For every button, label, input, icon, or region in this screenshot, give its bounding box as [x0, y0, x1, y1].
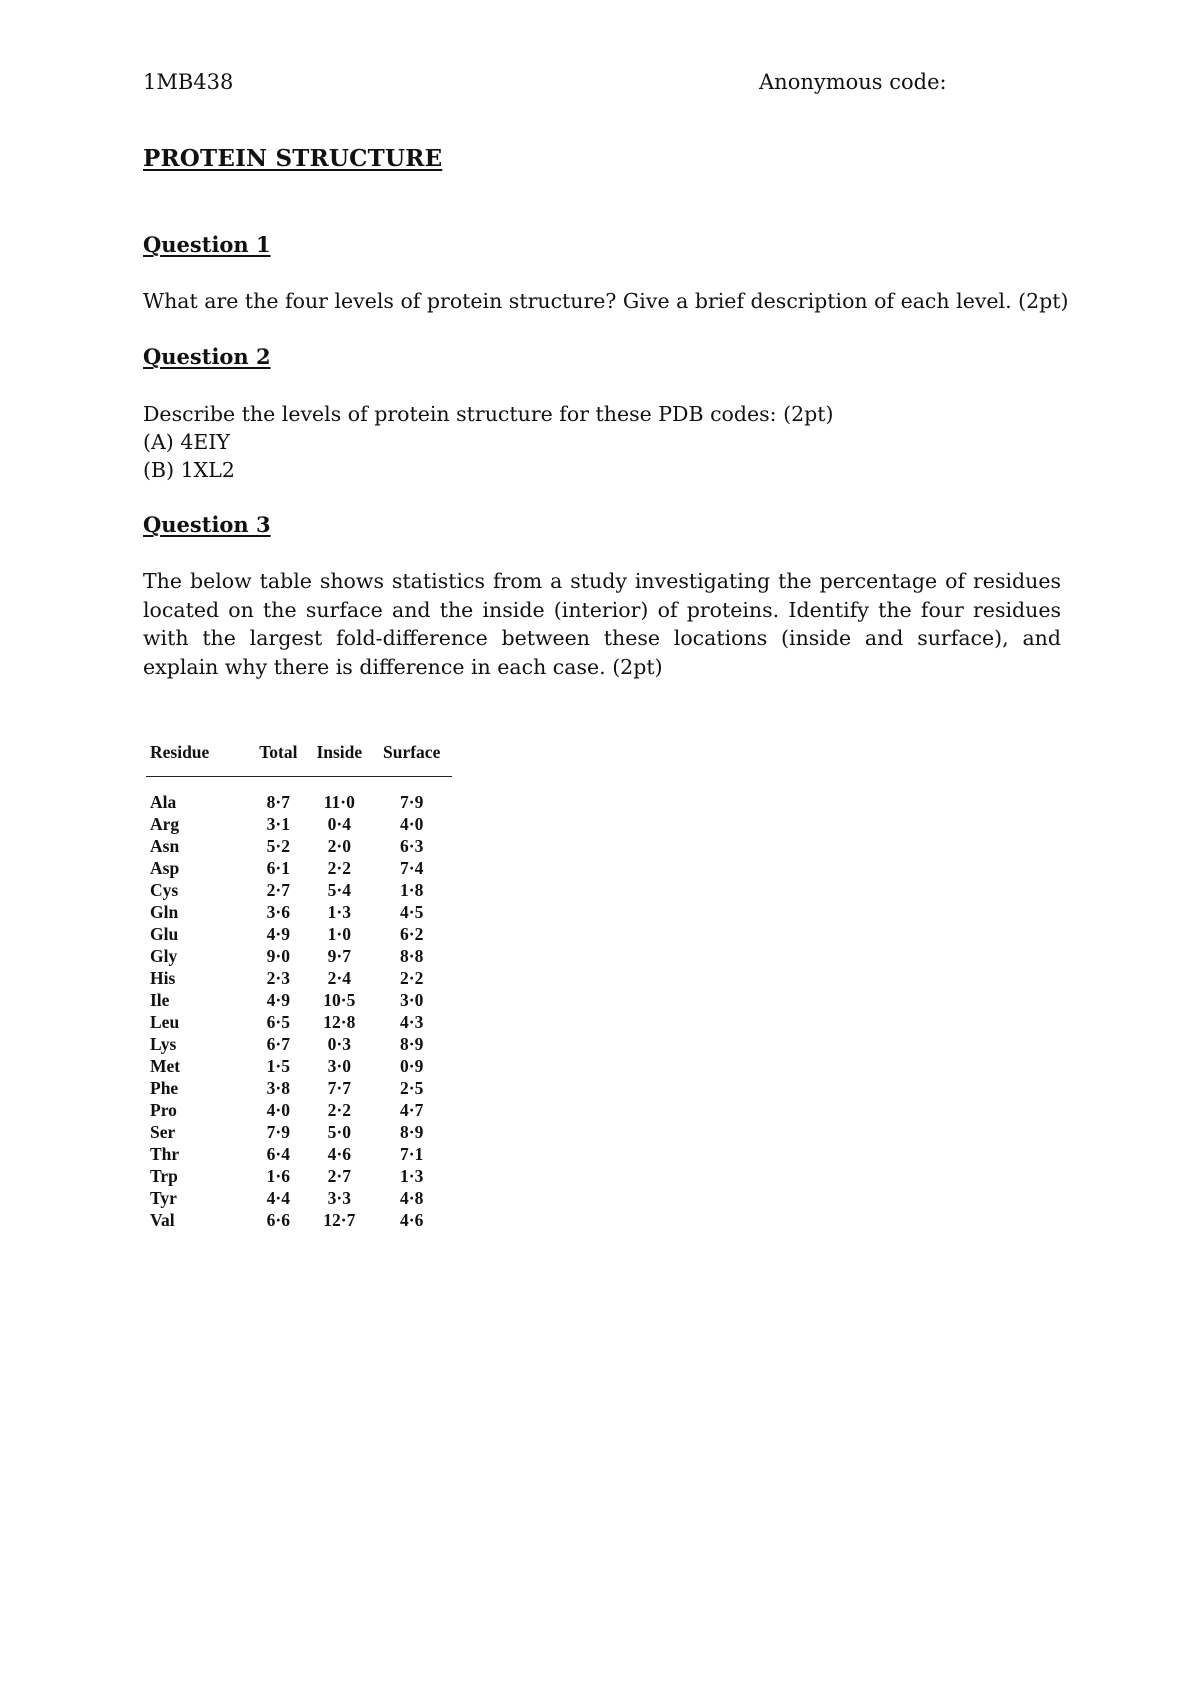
inside-value: 4·6 — [327, 1144, 351, 1164]
table-row — [146, 835, 452, 857]
page-title: PROTEIN STRUCTURE — [143, 145, 443, 172]
table-row — [146, 777, 452, 814]
surface-value: 6·2 — [400, 924, 424, 944]
residue-name: Tyr — [150, 1188, 177, 1208]
table-row — [146, 989, 452, 1011]
surface-value: 2·2 — [400, 968, 424, 988]
table-row — [146, 923, 452, 945]
inside-value: 1·0 — [327, 924, 351, 944]
surface-value: 6·3 — [400, 836, 424, 856]
surface-value: 7·1 — [400, 1144, 424, 1164]
total-value: 4·0 — [266, 1100, 290, 1120]
inside-value: 2·4 — [327, 968, 351, 988]
total-value: 4·9 — [266, 990, 290, 1010]
residue-statistics-table — [146, 740, 452, 1231]
residue-name: Met — [150, 1056, 181, 1076]
question-3-heading: Question 3 — [143, 512, 271, 537]
table-row — [146, 1187, 452, 1209]
total-value: 4·4 — [266, 1188, 290, 1208]
total-value: 6·7 — [266, 1034, 290, 1054]
total-value: 9·0 — [266, 946, 290, 966]
table-row — [146, 1209, 452, 1231]
total-value: 3·8 — [266, 1078, 290, 1098]
question-2-heading: Question 2 — [143, 344, 271, 369]
inside-value: 0·3 — [327, 1034, 351, 1054]
inside-value: 0·4 — [327, 814, 351, 834]
residue-name: Ser — [150, 1122, 176, 1142]
inside-value: 1·3 — [327, 902, 351, 922]
table-row — [146, 1099, 452, 1121]
inside-value: 2·7 — [327, 1166, 351, 1186]
surface-value: 8·9 — [400, 1034, 424, 1054]
table-row — [146, 945, 452, 967]
surface-value: 0·9 — [400, 1056, 424, 1076]
total-value: 5·2 — [266, 836, 290, 856]
course-code: 1MB438 — [143, 70, 234, 94]
total-value: 6·5 — [266, 1012, 290, 1032]
total-value: 4·9 — [266, 924, 290, 944]
pdb-code-a: (A) 4EIY — [143, 430, 230, 454]
residue-name: Lys — [150, 1034, 177, 1054]
question-3-text: The below table shows statistics from a study investigating the percentage of residues located on the surface and the inside (interior) of proteins. Identify the four residues with the largest fold-difference between these locations (inside and surface), and explain why there is difference in each case. (2pt) — [143, 569, 1061, 679]
table-row — [146, 1143, 452, 1165]
column-header-inside: Inside — [307, 740, 371, 777]
question-2-body — [143, 400, 833, 484]
table-row — [146, 879, 452, 901]
table-row — [146, 813, 452, 835]
residue-name: Glu — [150, 924, 179, 944]
surface-value: 4·0 — [400, 814, 424, 834]
surface-value: 4·5 — [400, 902, 424, 922]
total-value: 2·3 — [266, 968, 290, 988]
table-header-row — [146, 740, 452, 777]
residue-name: Pro — [150, 1100, 177, 1120]
total-value: 6·4 — [266, 1144, 290, 1164]
residue-name: Gln — [150, 902, 179, 922]
surface-value: 1·8 — [400, 880, 424, 900]
surface-value: 1·3 — [400, 1166, 424, 1186]
residue-name: Trp — [150, 1166, 178, 1186]
residue-name: Leu — [150, 1012, 180, 1032]
table-row — [146, 1121, 452, 1143]
inside-value: 9·7 — [327, 946, 351, 966]
inside-value: 7·7 — [327, 1078, 351, 1098]
surface-value: 8·8 — [400, 946, 424, 966]
inside-value: 3·3 — [327, 1188, 351, 1208]
table-row — [146, 1011, 452, 1033]
residue-name: Cys — [150, 880, 179, 900]
column-header-residue: Residue — [146, 740, 249, 777]
residue-name: Thr — [150, 1144, 180, 1164]
inside-value: 5·4 — [327, 880, 351, 900]
total-value: 3·6 — [266, 902, 290, 922]
surface-value: 7·9 — [400, 792, 424, 812]
total-value: 6·6 — [266, 1210, 290, 1230]
inside-value: 2·0 — [327, 836, 351, 856]
surface-value: 4·6 — [400, 1210, 424, 1230]
inside-value: 5·0 — [327, 1122, 351, 1142]
question-1-text: What are the four levels of protein structure? Give a brief description of each level. (2pt) — [143, 289, 1069, 313]
surface-value: 7·4 — [400, 858, 424, 878]
surface-value: 8·9 — [400, 1122, 424, 1142]
total-value: 3·1 — [266, 814, 290, 834]
residue-name: Ile — [150, 990, 170, 1010]
inside-value: 10·5 — [323, 990, 356, 1010]
table-row — [146, 1077, 452, 1099]
residue-name: His — [150, 968, 176, 988]
surface-value: 4·7 — [400, 1100, 424, 1120]
total-value: 7·9 — [266, 1122, 290, 1142]
total-value: 1·5 — [266, 1056, 290, 1076]
table-row — [146, 1055, 452, 1077]
total-value: 1·6 — [266, 1166, 290, 1186]
residue-name: Asn — [150, 836, 180, 856]
residue-name: Ala — [150, 792, 177, 812]
inside-value: 3·0 — [327, 1056, 351, 1076]
surface-value: 3·0 — [400, 990, 424, 1010]
column-header-total: Total — [249, 740, 307, 777]
surface-value: 2·5 — [400, 1078, 424, 1098]
column-header-surface: Surface — [371, 740, 452, 777]
residue-name: Phe — [150, 1078, 179, 1098]
table-row — [146, 1033, 452, 1055]
question-1-heading: Question 1 — [143, 232, 271, 257]
total-value: 6·1 — [266, 858, 290, 878]
table-body — [146, 777, 452, 1232]
residue-name: Arg — [150, 814, 180, 834]
table-row — [146, 967, 452, 989]
inside-value: 11·0 — [323, 792, 355, 812]
residue-name: Gly — [150, 946, 178, 966]
surface-value: 4·3 — [400, 1012, 424, 1032]
table-row — [146, 857, 452, 879]
question-2-text: Describe the levels of protein structure for these PDB codes: (2pt) — [143, 402, 834, 426]
inside-value: 2·2 — [327, 1100, 351, 1120]
residue-name: Asp — [150, 858, 180, 878]
surface-value: 4·8 — [400, 1188, 424, 1208]
anonymous-code-label: Anonymous code: — [759, 70, 947, 94]
inside-value: 2·2 — [327, 858, 351, 878]
inside-value: 12·7 — [323, 1210, 356, 1230]
total-value: 8·7 — [266, 792, 290, 812]
pdb-code-b: (B) 1XL2 — [143, 458, 235, 482]
total-value: 2·7 — [266, 880, 290, 900]
table-row — [146, 901, 452, 923]
residue-name: Val — [150, 1210, 175, 1230]
table-row — [146, 1165, 452, 1187]
inside-value: 12·8 — [323, 1012, 356, 1032]
